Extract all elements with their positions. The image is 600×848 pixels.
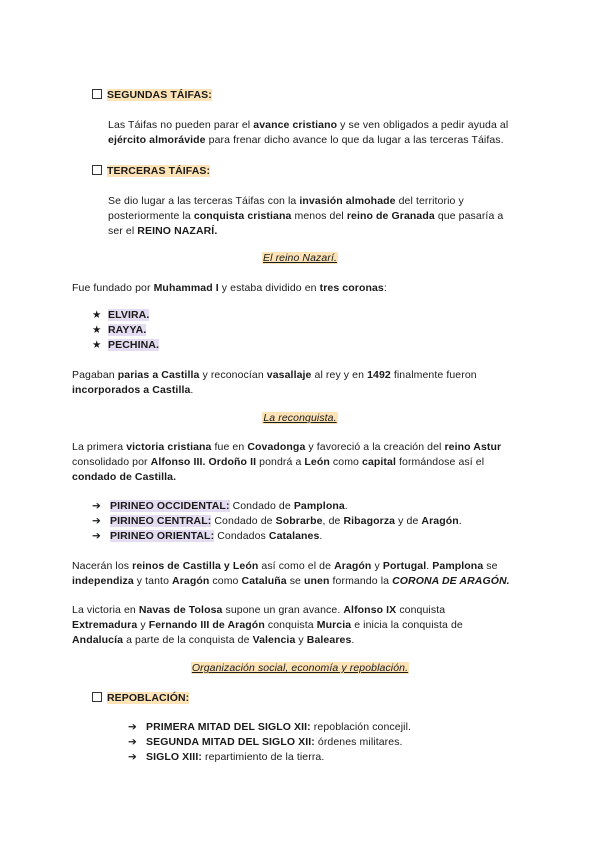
- star-icon: ★: [92, 339, 102, 351]
- paragraph-line: [108, 195, 464, 208]
- text-span: formándose así el: [395, 456, 485, 468]
- text-span: conquista: [264, 619, 317, 631]
- text-span: La primera: [72, 441, 127, 453]
- text-span: , de: [322, 515, 344, 527]
- text-span: Extremadura: [72, 619, 138, 631]
- text-span: del territorio y: [395, 195, 464, 207]
- paragraph-line: [72, 369, 477, 382]
- text-span: independiza: [72, 575, 134, 587]
- text-span: El reino Nazarí.: [263, 252, 337, 264]
- text-span: Pamplona: [293, 500, 345, 512]
- paragraph-line: [72, 384, 193, 397]
- text-span: órdenes militares.: [314, 736, 403, 748]
- text-span: formando la: [329, 575, 393, 587]
- paragraph-line: [108, 134, 504, 147]
- checkbox-icon: [92, 692, 102, 702]
- text-span: y reconocían: [199, 369, 267, 381]
- arrow-icon: ➔: [128, 721, 137, 733]
- paragraph-line: [72, 560, 498, 573]
- paragraph-line: [72, 282, 387, 295]
- text-span: vasallaje: [266, 369, 312, 381]
- text-span: ELVIRA.: [108, 309, 150, 321]
- text-span: PIRINEO OCCIDENTAL:: [110, 500, 230, 512]
- paragraph-line: [72, 619, 463, 632]
- text-span: Baleares: [306, 634, 352, 646]
- text-span: reino Astur: [444, 441, 502, 453]
- text-span: Organización social, economía y repoblación.: [191, 662, 409, 674]
- paragraph-line: [108, 119, 508, 132]
- arrow-icon: ➔: [128, 736, 137, 748]
- text-span: incorporados a Castilla: [72, 384, 191, 396]
- text-span: repartimiento de la tierra.: [201, 751, 325, 763]
- text-span: invasión almohade: [299, 195, 396, 207]
- text-span: repoblación concejil.: [310, 721, 412, 733]
- text-span: Pamplona: [432, 560, 484, 572]
- text-span: Murcia: [316, 619, 352, 631]
- text-span: PIRINEO ORIENTAL:: [110, 530, 215, 542]
- list-item: [92, 500, 348, 513]
- text-span: a parte de la conquista de: [123, 634, 253, 646]
- text-span: unen: [304, 575, 330, 587]
- text-span: como: [329, 456, 363, 468]
- text-span: Catalanes: [268, 530, 320, 542]
- text-span: Andalucía: [72, 634, 124, 646]
- text-span: .: [319, 530, 323, 542]
- text-span: tres coronas: [319, 282, 384, 294]
- list-item: [128, 736, 403, 749]
- text-span: Muhammad I: [153, 282, 219, 294]
- text-span: y estaba dividido en: [218, 282, 320, 294]
- text-span: y: [137, 619, 149, 631]
- text-span: Condados: [214, 530, 269, 542]
- text-span: al rey y en: [311, 369, 368, 381]
- text-span: 1492: [367, 369, 391, 381]
- text-span: Condado de: [211, 515, 276, 527]
- paragraph-line: [72, 604, 445, 617]
- text-span: así como el de: [258, 560, 335, 572]
- text-span: .: [351, 634, 355, 646]
- text-span: Nacerán los: [72, 560, 133, 572]
- heading-repoblacion: [92, 692, 189, 705]
- text-span: supone un gran avance.: [222, 604, 344, 616]
- text-span: conquista cristiana: [193, 210, 292, 222]
- text-span: posteriormente la: [108, 210, 194, 222]
- text-span: Fue fundado por: [72, 282, 154, 294]
- text-span: CORONA DE ARAGÓN.: [392, 575, 510, 587]
- text-span: Portugal: [382, 560, 427, 572]
- paragraph-line: [72, 634, 354, 647]
- text-span: La reconquista.: [263, 412, 337, 424]
- text-span: REPOBLACIÓN:: [107, 692, 190, 704]
- text-span: Sobrarbe: [275, 515, 323, 527]
- text-span: y favoreció a la creación del: [305, 441, 445, 453]
- text-span: Aragón: [172, 575, 210, 587]
- text-span: y tanto: [133, 575, 173, 587]
- text-span: se: [286, 575, 305, 587]
- text-span: condado de Castilla.: [72, 471, 177, 483]
- text-span: PIRINEO CENTRAL:: [110, 515, 212, 527]
- text-span: y se ven obligados a pedir ayuda al: [337, 119, 509, 131]
- text-span: .: [458, 515, 462, 527]
- arrow-icon: ➔: [128, 751, 137, 763]
- text-span: capital: [362, 456, 396, 468]
- text-span: pondrá a: [256, 456, 305, 468]
- text-span: reino de Granada: [346, 210, 435, 222]
- heading-segundas-taifas: [92, 89, 212, 102]
- star-icon: ★: [92, 309, 102, 321]
- list-item: [92, 339, 159, 352]
- text-span: La victoria en: [72, 604, 139, 616]
- text-span: Valencia: [252, 634, 296, 646]
- text-span: Se dio lugar a las terceras Táifas con la: [108, 195, 300, 207]
- text-span: parias a Castilla: [117, 369, 200, 381]
- section-title-reconquista: [0, 412, 600, 425]
- section-title-reino-nazari: [0, 252, 600, 265]
- text-span: Alfonso III. Ordoño II: [150, 456, 257, 468]
- paragraph-line: [108, 210, 503, 223]
- paragraph-line: [72, 575, 510, 588]
- text-span: .: [426, 560, 433, 572]
- checkbox-icon: [92, 165, 102, 175]
- text-span: Fernando III de Aragón: [148, 619, 265, 631]
- text-span: que pasaría a: [434, 210, 504, 222]
- text-span: se: [483, 560, 498, 572]
- text-span: como: [209, 575, 242, 587]
- text-span: SIGLO XIII:: [146, 751, 202, 763]
- text-span: finalmente fueron: [390, 369, 477, 381]
- text-span: fue en: [211, 441, 248, 453]
- text-span: .: [344, 500, 348, 512]
- paragraph-line: [72, 441, 501, 454]
- text-span: TERCERAS TÁIFAS:: [107, 165, 211, 177]
- arrow-icon: ➔: [92, 515, 101, 527]
- text-span: reinos de Castilla y León: [132, 560, 259, 572]
- paragraph-line: [108, 225, 217, 238]
- text-span: Covadonga: [247, 441, 306, 453]
- list-item: [92, 530, 322, 543]
- list-item: [128, 721, 411, 734]
- list-item: [128, 751, 324, 764]
- star-icon: ★: [92, 324, 102, 336]
- text-span: Aragón: [334, 560, 372, 572]
- text-span: REINO NAZARÍ.: [137, 225, 218, 237]
- section-title-organizacion: [0, 662, 600, 675]
- text-span: y de: [395, 515, 422, 527]
- list-item: [92, 324, 146, 337]
- checkbox-icon: [92, 89, 102, 99]
- text-span: e inicia la conquista de: [351, 619, 463, 631]
- text-span: y: [295, 634, 307, 646]
- text-span: RAYYA.: [108, 324, 147, 336]
- text-span: Aragón: [421, 515, 459, 527]
- text-span: :: [383, 282, 387, 294]
- paragraph-line: [72, 456, 484, 469]
- text-span: menos del: [291, 210, 347, 222]
- text-span: SEGUNDA MITAD DEL SIGLO XII:: [146, 736, 315, 748]
- text-span: Condado de: [229, 500, 294, 512]
- text-span: Cataluña: [241, 575, 287, 587]
- text-span: .: [190, 384, 194, 396]
- text-span: victoria cristiana: [126, 441, 212, 453]
- text-span: León: [304, 456, 330, 468]
- heading-terceras-taifas: [92, 165, 210, 178]
- text-span: avance cristiano: [253, 119, 338, 131]
- text-span: Alfonso IX: [343, 604, 397, 616]
- text-span: para frenar dicho avance lo que da lugar a las terceras Táifas.: [205, 134, 504, 146]
- text-span: PECHINA.: [108, 339, 159, 351]
- list-item: [92, 309, 149, 322]
- paragraph-line: [72, 471, 176, 484]
- arrow-icon: ➔: [92, 500, 101, 512]
- text-span: ser el: [108, 225, 138, 237]
- arrow-icon: ➔: [92, 530, 101, 542]
- text-span: y: [371, 560, 383, 572]
- text-span: ejército almorávide: [108, 134, 206, 146]
- text-span: Ribagorza: [343, 515, 396, 527]
- text-span: Pagaban: [72, 369, 118, 381]
- list-item: [92, 515, 462, 528]
- text-span: PRIMERA MITAD DEL SIGLO XII:: [146, 721, 311, 733]
- text-span: conquista: [396, 604, 446, 616]
- text-span: Las Táifas no pueden parar el: [108, 119, 254, 131]
- text-span: Navas de Tolosa: [138, 604, 223, 616]
- text-span: SEGUNDAS TÁIFAS:: [107, 89, 212, 101]
- text-span: consolidado por: [72, 456, 151, 468]
